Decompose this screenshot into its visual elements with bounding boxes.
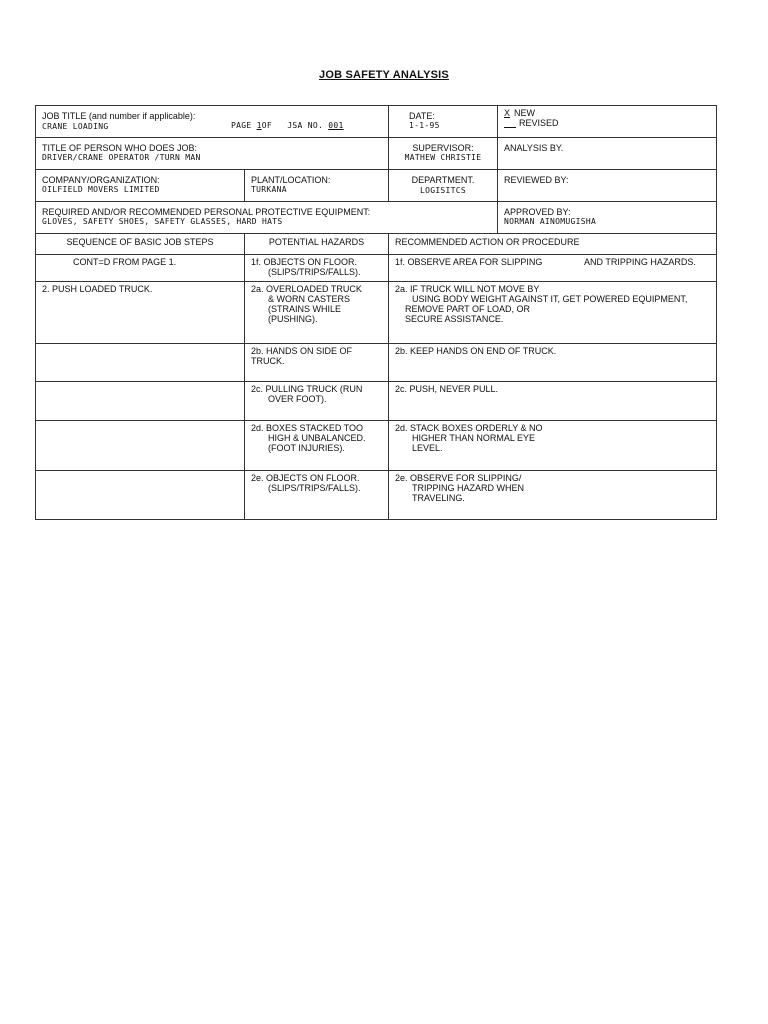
step-cell [36, 382, 245, 421]
page-num: 1 [256, 121, 262, 130]
jsa-number: 001 [328, 121, 344, 130]
approved-by-cell [498, 202, 717, 234]
plant-label: PLANT/LOCATION: [251, 175, 331, 185]
job-title-value: CRANE LOADING [42, 122, 109, 131]
action-line: REMOVE PART OF LOAD, OR [405, 304, 531, 314]
action-cell [389, 282, 717, 344]
approved-by-label: APPROVED BY: [504, 207, 571, 217]
action-line: AND TRIPPING HAZARDS. [584, 257, 696, 267]
hazard-line: 2d. BOXES STACKED TOO [251, 423, 364, 433]
hazard-line: (SLIPS/TRIPS/FALLS). [268, 267, 361, 277]
table-row [36, 382, 717, 421]
department-label: DEPARTMENT. [411, 175, 475, 185]
job-title-cell [36, 106, 389, 138]
action-line: HIGHER THAN NORMAL EYE [412, 433, 536, 443]
hazard-cell [245, 255, 389, 282]
page-label: PAGE [231, 121, 252, 130]
table-row [36, 344, 717, 382]
hazard-line: 2e. OBJECTS ON FLOOR. [251, 473, 360, 483]
action-line: LEVEL. [412, 443, 443, 453]
step-cell [36, 421, 245, 471]
ppe-label: REQUIRED AND/OR RECOMMENDED PERSONAL PROTECTIVE EQUIPMENT: [42, 207, 371, 217]
page-number-field [231, 121, 344, 131]
action-cell [389, 421, 717, 471]
action-cell [389, 382, 717, 421]
supervisor-label: SUPERVISOR: [412, 143, 474, 153]
supervisor-cell [389, 138, 498, 170]
date-cell [389, 106, 498, 138]
table-row [36, 471, 717, 520]
step-cell [36, 344, 245, 382]
column-header-actions: RECOMMENDED ACTION OR PROCEDURE [389, 234, 717, 255]
company-value: OILFIELD MOVERS LIMITED [42, 185, 160, 194]
table-row [36, 282, 717, 344]
step-cell [36, 471, 245, 520]
action-cell [389, 255, 717, 282]
action-line: 2b. KEEP HANDS ON END OF TRUCK. [395, 346, 557, 356]
revised-label: REVISED [519, 118, 559, 128]
plant-value: TURKANA [251, 185, 287, 194]
hazard-line: (SLIPS/TRIPS/FALLS). [268, 483, 361, 493]
hazard-line: HIGH & UNBALANCED. [268, 433, 366, 443]
hazard-line: & WORN CASTERS [268, 294, 351, 304]
person-label: TITLE OF PERSON WHO DOES JOB: [42, 143, 198, 153]
person-value: DRIVER/CRANE OPERATOR /TURN MAN [42, 153, 201, 162]
hazard-line: (PUSHING). [268, 314, 318, 324]
hazard-line: OVER FOOT). [268, 394, 327, 404]
hazard-line: 2c. PULLING TRUCK (RUN [251, 384, 363, 394]
reviewed-by-label: REVIEWED BY: [504, 175, 569, 185]
hazard-cell [245, 471, 389, 520]
analysis-by-cell [498, 138, 717, 170]
jsa-label: JSA NO. [287, 121, 324, 130]
action-line: TRAVELING. [412, 493, 465, 503]
department-value: LOGISITCS [419, 186, 467, 195]
table-row [36, 255, 717, 282]
action-cell [389, 344, 717, 382]
table-row [36, 421, 717, 471]
ppe-cell [36, 202, 498, 234]
hazard-cell [245, 344, 389, 382]
hazard-line: TRUCK. [251, 356, 285, 366]
approved-by-value: NORMAN AINOMUGISHA [504, 217, 597, 226]
action-line: 2a. IF TRUCK WILL NOT MOVE BY [395, 284, 540, 294]
hazard-line: (STRAINS WHILE [268, 304, 342, 314]
date-value: 1-1-95 [409, 121, 440, 130]
hazard-line: 2b. HANDS ON SIDE OF [251, 346, 353, 356]
document-title: JOB SAFETY ANALYSIS [319, 69, 449, 81]
step-cell: CONT=D FROM PAGE 1. [36, 255, 245, 282]
action-line: 2c. PUSH, NEVER PULL. [395, 384, 499, 394]
hazard-cell [245, 421, 389, 471]
company-cell [36, 170, 245, 202]
new-label: NEW [514, 108, 536, 118]
analysis-by-label: ANALYSIS BY. [504, 143, 564, 153]
hazard-line: 2a. OVERLOADED TRUCK [251, 284, 362, 294]
column-header-steps: SEQUENCE OF BASIC JOB STEPS [36, 234, 245, 255]
header-table [35, 105, 717, 234]
action-line: USING BODY WEIGHT AGAINST IT, GET POWERED EQUIPMENT, [412, 294, 688, 304]
date-label: DATE: [409, 111, 435, 121]
new-checkmark: X [504, 108, 511, 118]
action-line: SECURE ASSISTANCE. [405, 314, 504, 324]
hazard-cell [245, 382, 389, 421]
revised-checkbox-line [504, 119, 516, 128]
action-line: TRIPPING HAZARD WHEN [412, 483, 525, 493]
job-title-label: JOB TITLE (and number if applicable): [42, 111, 196, 121]
action-line: 1f. OBSERVE AREA FOR SLIPPING [395, 257, 543, 267]
jsa-steps-table [35, 233, 717, 520]
status-cell [498, 106, 717, 138]
column-header-row [36, 234, 717, 255]
reviewed-by-cell [498, 170, 717, 202]
department-cell [389, 170, 498, 202]
hazard-line: (FOOT INJURIES). [268, 443, 345, 453]
action-line: 2d. STACK BOXES ORDERLY & NO [395, 423, 543, 433]
action-line: 2e. OBSERVE FOR SLIPPING/ [395, 473, 522, 483]
company-label: COMPANY/ORGANIZATION: [42, 175, 160, 185]
action-cell [389, 471, 717, 520]
of-label: OF [261, 121, 272, 130]
ppe-value: GLOVES, SAFETY SHOES, SAFETY GLASSES, HARD HATS [42, 217, 283, 226]
hazard-cell [245, 282, 389, 344]
supervisor-value: MATHEW CHRISTIE [404, 153, 482, 162]
step-cell: 2. PUSH LOADED TRUCK. [36, 282, 245, 344]
hazard-line: 1f. OBJECTS ON FLOOR. [251, 257, 358, 267]
person-cell [36, 138, 389, 170]
column-header-hazards: POTENTIAL HAZARDS [245, 234, 389, 255]
plant-cell [245, 170, 389, 202]
